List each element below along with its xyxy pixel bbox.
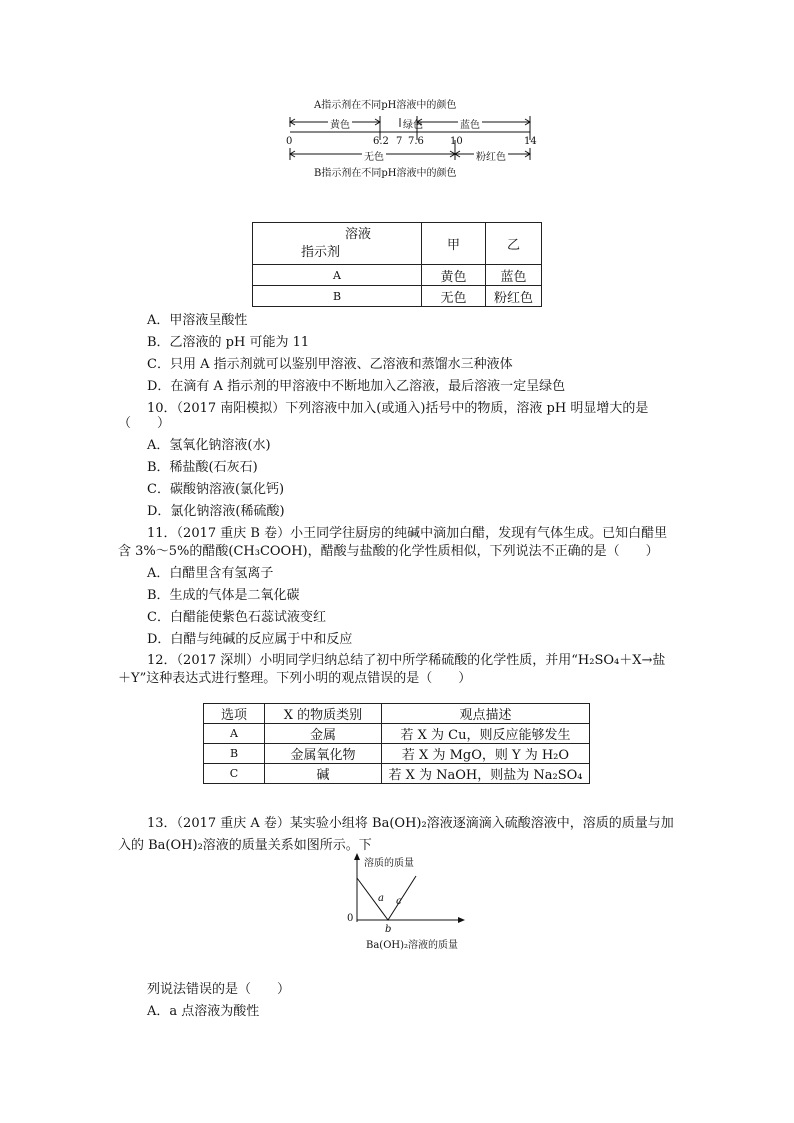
q10-paren: （ ） [118,416,171,431]
table-row [204,764,590,784]
q13-stem-3: 列说法错误的是（ ） [147,982,291,997]
q12-stem-1: 12．（2017 深圳）小明同学归纳总结了初中所学稀硫酸的化学性质，并用“H₂SO₄＋X→盐 [147,653,666,668]
label-a-yellow: 黄色 [328,116,352,131]
tick-7-6: 7.6 [408,136,424,147]
tick-0: 0 [286,136,293,147]
q10-option-b: B．稀盐酸(石灰石) [147,460,258,475]
label-a-green: 绿色 [403,120,423,131]
header-indicator: 指示剂 [301,244,341,260]
point-b-label: b [385,924,392,935]
q13-option-a: A．a 点溶液为酸性 [147,1004,260,1019]
q12-stem-2: ＋Y”这种表达式进行整理。下列小明的观点错误的是（ ） [118,671,472,686]
q11-stem-1: 11．（2017 重庆 B 卷）小王同学往厨房的纯碱中滴加白醋，发现有气体生成。已知白醋里 [147,526,668,541]
origin-label: 0 [347,913,354,924]
header-solution: 溶液 [344,226,371,242]
label-a-blue: 蓝色 [458,116,482,131]
q10-option-c: C．碳酸钠溶液(氯化钙) [147,482,285,497]
q12-cell: 若 X 为 Cu，则反应能够发生 [382,724,590,744]
row-b-yi: 粉红色 [486,286,542,307]
row-a-yi: 蓝色 [486,265,542,286]
y-axis-label: 溶质的质量 [364,858,414,869]
q11-option-b: B．生成的气体是二氧化碳 [147,588,300,603]
header-jia: 甲 [422,223,486,265]
tick-14: 14 [524,136,537,147]
q11-option-d: D．白醋与纯碱的反应属于中和反应 [147,632,353,647]
scale-title-a: A指示剂在不同pH溶液中的颜色 [314,100,457,111]
q12-cell: 金属 [265,724,382,744]
q12-table [203,703,590,784]
row-a-jia: 黄色 [422,265,486,286]
q11-stem-2: 含 3%～5%的醋酸(CH₃COOH)，醋酸与盐酸的化学性质相似，下列说法不正确的是（ ） [118,544,659,559]
label-b-none: 无色 [362,148,386,163]
q12-header-type: X 的物质类别 [265,704,382,724]
tick-10: 10 [450,136,463,147]
tick-6-2: 6.2 [373,136,389,147]
q9-option-a: A．甲溶液呈酸性 [147,313,248,328]
q12-cell: A [204,724,265,744]
v-curve [357,876,416,920]
q10-option-d: D．氯化钠溶液(稀硫酸) [147,504,285,519]
scale-title-b: B指示剂在不同pH溶液中的颜色 [314,168,457,179]
table-row [204,724,590,744]
row-a-indicator: A [253,265,422,286]
q9-option-c: C．只用 A 指示剂就可以鉴别甲溶液、乙溶液和蒸馏水三种液体 [147,357,513,372]
q10-stem: 10．（2017 南阳模拟）下列溶液中加入(或通入)括号中的物质，溶液 pH 明显增大的是 [147,401,649,416]
q12-header-desc: 观点描述 [382,704,590,724]
table-row [253,265,542,286]
row-b-indicator: B [253,286,422,307]
point-c-label: c [396,896,402,907]
table-header-diag [253,223,422,265]
label-b-pink: 粉红色 [474,148,508,163]
table-row [204,744,590,764]
q12-cell: 金属氧化物 [265,744,382,764]
tick-7: 7 [396,136,403,147]
q13-stem-1: 13．（2017 重庆 A 卷）某实验小组将 Ba(OH)₂溶液逐滴滴入硫酸溶液中，溶质的质量与加 [147,816,674,831]
q12-cell: 若 X 为 MgO，则 Y 为 H₂O [382,744,590,764]
header-yi: 乙 [486,223,542,265]
q12-cell: C [204,764,265,784]
point-a-label: a [378,893,384,904]
table-row [253,286,542,307]
indicator-table [252,222,542,307]
q13-stem-2: 入的 Ba(OH)₂溶液的质量关系如图所示。下 [118,838,372,853]
q10-option-a: A．氢氧化钠溶液(水) [147,438,271,453]
q12-header-option: 选项 [204,704,265,724]
x-axis-label: Ba(OH)₂溶液的质量 [366,940,459,951]
q11-option-c: C．白醋能使紫色石蕊试液变红 [147,610,326,625]
q12-cell: B [204,744,265,764]
q9-option-b: B．乙溶液的 pH 可能为 11 [147,335,310,350]
q9-option-d: D．在滴有 A 指示剂的甲溶液中不断地加入乙溶液，最后溶液一定呈绿色 [147,379,566,394]
row-b-jia: 无色 [422,286,486,307]
q12-cell: 碱 [265,764,382,784]
q11-option-a: A．白醋里含有氢离子 [147,566,274,581]
q12-cell: 若 X 为 NaOH，则盐为 Na₂SO₄ [382,764,590,784]
